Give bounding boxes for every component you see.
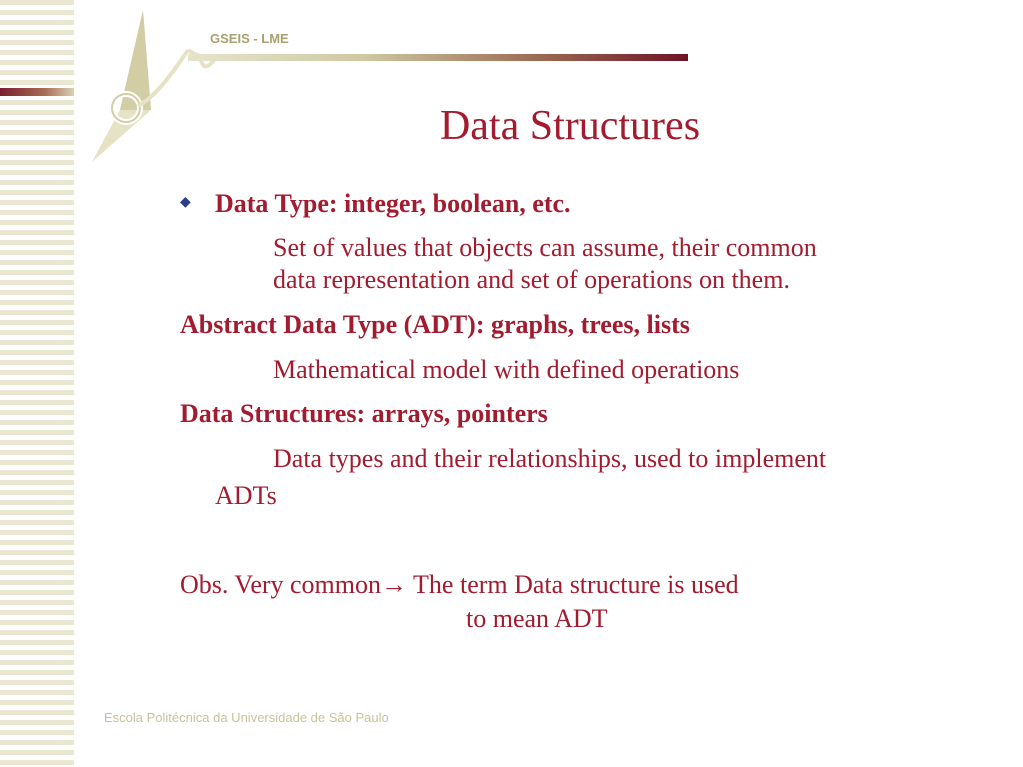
item-1-heading: Data Type: integer, boolean, etc. — [215, 189, 571, 218]
slide-title: Data Structures — [439, 103, 701, 149]
item-3-desc-line1: Data types and their relationships, used to implement — [273, 444, 827, 473]
item-1-desc-line2: data representation and set of operations on them. — [273, 265, 790, 294]
obs-line-2: to mean ADT — [466, 604, 608, 633]
arrow-right-icon: → — [381, 570, 408, 599]
item-1-desc-line1: Set of values that objects can assume, their common — [273, 233, 817, 262]
compass-icon — [58, 10, 218, 185]
obs-line-1 — [180, 569, 739, 601]
item-2-heading: Abstract Data Type (ADT): graphs, trees, lists — [180, 310, 690, 339]
header-label: GSEIS - LME — [210, 31, 289, 46]
item-2-desc-line1: Mathematical model with defined operations — [273, 355, 740, 384]
header-rule — [188, 54, 688, 61]
item-3-desc-line2: ADTs — [215, 481, 277, 510]
obs-suffix: The term Data structure is used — [407, 570, 739, 599]
diamond-bullet-icon: ◆ — [180, 195, 191, 210]
item-3-heading: Data Structures: arrays, pointers — [180, 399, 548, 428]
obs-prefix: Obs. Very common — [180, 570, 382, 599]
footer-text: Escola Politécnica da Universidade de São Paulo — [104, 710, 389, 725]
